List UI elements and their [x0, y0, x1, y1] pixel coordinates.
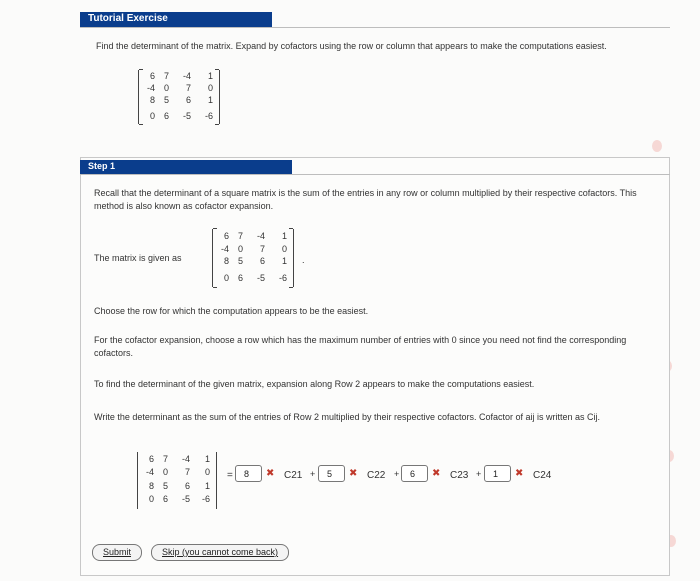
submit-button[interactable]: Submit	[92, 544, 142, 561]
matrix-cell: 1	[204, 480, 210, 491]
incorrect-icon: ✖	[515, 468, 524, 479]
skip-button[interactable]: Skip (you cannot come back)	[151, 544, 289, 561]
matrix-cell: 5	[162, 480, 168, 491]
incorrect-icon: ✖	[266, 468, 275, 479]
given-matrix	[212, 229, 294, 287]
matrix-cell: 6	[162, 493, 168, 504]
plus-sign: +	[394, 469, 400, 479]
matrix-cell: 0	[237, 243, 243, 254]
given-period: .	[302, 255, 305, 265]
matrix-cell: 7	[185, 83, 191, 93]
plus-sign: +	[310, 469, 316, 479]
matrix-cell: 6	[148, 454, 154, 464]
matrix-cell: 1	[204, 454, 210, 464]
matrix-cell: 1	[207, 71, 213, 81]
cofactor-c23: C23	[450, 470, 469, 481]
matrix-cell: 6	[185, 95, 191, 105]
matrix-cell: 5	[237, 256, 243, 266]
matrix-cell: -5	[256, 272, 265, 283]
matrix-cell: -4	[181, 454, 190, 464]
matrix-cell: 6	[237, 272, 243, 283]
determinant-matrix	[137, 452, 217, 509]
cofactor-hint-text: For the cofactor expansion, choose a row which has the maximum number of entries with 0 since you need not find the corresponding cofactors.	[94, 335, 627, 358]
matrix-cell: -5	[182, 111, 191, 121]
matrix-cell: -5	[181, 493, 190, 504]
matrix-cell: 0	[281, 243, 287, 254]
matrix-cell: 8	[148, 480, 154, 491]
matrix-cell: 5	[163, 95, 169, 105]
matrix-cell: 6	[259, 256, 265, 266]
question-text: Find the determinant of the matrix. Expand by cofactors using the row or column that appears to make the computations easiest.	[96, 41, 607, 51]
plus-sign: +	[476, 469, 482, 479]
matrix-cell: 7	[259, 243, 265, 254]
matrix-cell: 1	[207, 95, 213, 105]
matrix-cell: 8	[223, 256, 229, 266]
matrix-cell: -4	[145, 467, 154, 478]
matrix-cell: 0	[223, 272, 229, 283]
header-divider	[80, 27, 670, 28]
matrix-cell: -6	[278, 272, 287, 283]
given-label: The matrix is given as	[94, 253, 182, 263]
matrix-cell: 0	[149, 111, 155, 121]
matrix-cell: 7	[237, 231, 243, 241]
step-divider	[80, 174, 670, 175]
matrix-cell: 0	[204, 467, 210, 478]
choose-text: Choose the row for which the computation appears to be the easiest.	[94, 306, 369, 316]
recall-text: Recall that the determinant of a square matrix is the sum of the entries in any row or column multiplied by their respective cofactors. This method is also known as cofactor expansion.	[94, 188, 637, 211]
tutorial-header: Tutorial Exercise	[80, 12, 272, 27]
incorrect-icon: ✖	[349, 468, 358, 479]
matrix-cell: 7	[162, 454, 168, 464]
matrix-cell: -6	[201, 493, 210, 504]
answer-input-a22[interactable]: 5	[318, 465, 345, 482]
matrix-cell: 6	[149, 71, 155, 81]
matrix-cell: 7	[163, 71, 169, 81]
answer-input-a21[interactable]: 8	[235, 465, 262, 482]
write-instruction: Write the determinant as the sum of the entries of Row 2 multiplied by their respective cofactors. Cofactor of aij is written as Cij.	[94, 412, 601, 422]
matrix-cell: 1	[281, 231, 287, 241]
decorative-dot	[652, 140, 662, 152]
matrix-cell: 0	[163, 83, 169, 93]
step-panel	[80, 157, 670, 576]
matrix-cell: 6	[223, 231, 229, 241]
matrix-cell: 1	[281, 256, 287, 266]
incorrect-icon: ✖	[432, 468, 441, 479]
cofactor-c21: C21	[284, 470, 303, 481]
matrix-cell: -4	[220, 243, 229, 254]
matrix-cell: 6	[163, 111, 169, 121]
matrix-cell: -4	[256, 231, 265, 241]
matrix-cell: 6	[184, 480, 190, 491]
matrix-cell: 0	[162, 467, 168, 478]
matrix-cell: 7	[184, 467, 190, 478]
matrix-cell: -4	[146, 83, 155, 93]
matrix-cell: -6	[204, 111, 213, 121]
answer-input-a23[interactable]: 6	[401, 465, 428, 482]
cofactor-c24: C24	[533, 470, 552, 481]
cofactor-c22: C22	[367, 470, 386, 481]
equals-sign: =	[227, 470, 233, 481]
matrix-cell: -4	[182, 71, 191, 81]
step-title: Step 1	[80, 160, 292, 174]
question-matrix	[138, 70, 220, 124]
matrix-cell: 0	[148, 493, 154, 504]
answer-input-a24[interactable]: 1	[484, 465, 511, 482]
matrix-cell: 8	[149, 95, 155, 105]
matrix-cell: 0	[207, 83, 213, 93]
row2-text: To find the determinant of the given matrix, expansion along Row 2 appears to make the computations easiest.	[94, 379, 535, 389]
